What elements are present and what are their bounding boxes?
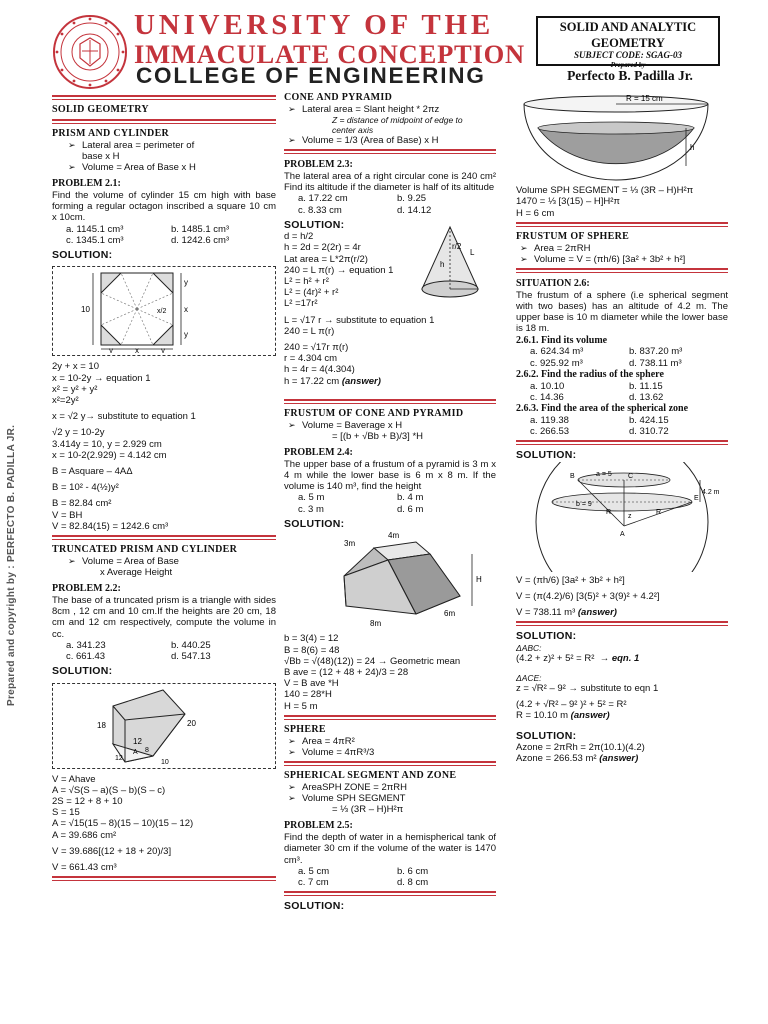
truncated-prism-figure	[52, 683, 276, 769]
solution-line: V = BH	[52, 509, 83, 521]
question: 2.6.2. Find the radius of the sphere	[516, 368, 664, 380]
answer-value: R = 10.10 m	[516, 710, 569, 722]
problem-text: Find the volume of cylinder 15 cm high with base forming a regular octagon inscribed a square 10 cm x 10cm.	[52, 190, 276, 224]
choice: b. 11.15	[629, 380, 663, 392]
divider	[52, 535, 276, 540]
solution-line: V = 39.686[(12 + 18 + 20)/3]	[52, 845, 172, 857]
divider	[284, 149, 496, 154]
solution-line: x = 10-2y → equation 1	[52, 372, 151, 384]
problem-title: PROBLEM 2.2:	[52, 583, 121, 595]
cone-diagram	[412, 223, 488, 303]
formula-note: center axis	[332, 125, 374, 136]
formula-bullet: ➢ Area = 2πRH	[516, 243, 728, 254]
sphere-label-b: b = 9	[576, 500, 592, 508]
solution-line: V = B ave *H	[284, 678, 339, 690]
formula-bullet: ➢ Area = 4πR²	[284, 736, 496, 747]
solution-line: z = √R² – 9² → substitute to eqn 1	[516, 683, 659, 695]
fig-label-x: x	[135, 346, 139, 354]
choice: a. 10.10	[530, 380, 565, 392]
hemisphere-tank-diagram	[516, 92, 728, 182]
formula-bullet: ➢ Volume = Area of Base x H	[52, 162, 276, 173]
choice: d. 6 m	[397, 503, 424, 515]
choice: c. 3 m	[298, 503, 324, 515]
sphere-label-E: E	[694, 494, 699, 502]
section-title: TRUNCATED PRISM AND CYLINDER	[52, 544, 238, 556]
frustum-label-H: H	[476, 575, 482, 585]
fig-label-10: 10	[161, 758, 169, 766]
choice: c. 266.53	[530, 426, 570, 438]
answer-tag: (answer)	[599, 753, 639, 765]
header	[0, 0, 768, 92]
solution-line: √2 y = 10-2y	[52, 427, 105, 439]
divider	[284, 399, 496, 404]
frustum-label-6m: 6m	[444, 609, 456, 619]
solution-line: d = h/2	[284, 231, 314, 243]
choice: b. 440.25	[171, 639, 211, 651]
sphere-label-R: R	[656, 508, 662, 516]
fig-label-18: 18	[97, 720, 106, 730]
solution-line: Volume SPH SEGMENT = ⅓ (3R – H)H²π	[516, 185, 694, 197]
fig-label-12: 12	[133, 736, 142, 746]
choice: c. 7 cm	[298, 877, 329, 889]
choice: a. 119.38	[530, 414, 569, 426]
fig-label-10: 10	[81, 305, 90, 315]
subject-code: SUBJECT CODE: SGAG-03	[573, 50, 683, 60]
school-name: IMMACULATE CONCEPTION	[134, 39, 525, 69]
formula-bullet: ➢ Volume = Baverage x H	[284, 420, 496, 431]
cone-label-L: L	[470, 247, 475, 257]
section-title: SPHERE	[284, 723, 326, 735]
solution-line: 240 = √17r π(r)	[284, 342, 349, 354]
sphere-label-A: A	[620, 530, 625, 538]
choices	[284, 492, 496, 514]
divider	[52, 876, 276, 881]
choice: b. 424.15	[629, 414, 669, 426]
solution-line: B = Asquare – 4AΔ	[52, 466, 133, 478]
tank-label-h: h	[690, 143, 695, 152]
question: 2.6.1. Find its volume	[516, 334, 608, 346]
choices	[52, 640, 276, 662]
solution-line: A = 39.686 cm²	[52, 829, 117, 841]
solution-line: 240 = L π(r) → equation 1	[284, 264, 394, 276]
fig-label-x: x	[184, 305, 188, 315]
side-copyright	[6, 96, 28, 716]
solution-line: 240 = L π(r)	[284, 325, 335, 337]
solution-line: V = (π(4.2)/6) [3(5)² + 3(9)² + 4.2²]	[516, 591, 660, 603]
solution-line: h = 4r = 4(4.304)	[284, 364, 355, 376]
divider	[284, 761, 496, 766]
fig-label-y: y	[109, 346, 113, 354]
cone-label-r2: r/2	[452, 241, 462, 251]
choices	[52, 224, 276, 246]
sphere-label-C: C	[628, 472, 634, 480]
choice: a. 341.23	[66, 639, 106, 651]
solution-line: V = (πh/6) [3a² + 3b² + h²]	[516, 574, 625, 586]
formula-bullet: ➢ Volume = 1/3 (Area of Base) x H	[284, 135, 496, 146]
fig-label-x2: x/2	[157, 308, 167, 316]
frustum-pyramid-diagram	[284, 530, 496, 630]
solution-line: Azone = 2πRh = 2π(10.1)(4.2)	[516, 742, 645, 754]
question: 2.6.3. Find the area of the spherical zone	[516, 403, 689, 415]
solution-label: SOLUTION:	[516, 630, 577, 643]
answer-tag: (answer)	[341, 375, 381, 387]
choice: d. 13.62	[629, 391, 664, 403]
choice: a. 624.34 m³	[530, 346, 584, 358]
solution-line: 1470 = ⅓ [3(15) – H]H²π	[516, 196, 620, 208]
university-name: UNIVERSITY OF THE	[134, 9, 495, 41]
solution-line: Lat area = L*2π(r/2)	[284, 253, 368, 265]
solution-line: x² = y² + y²	[52, 383, 98, 395]
fig-label-y: y	[161, 346, 165, 354]
triangle-label: ΔACE:	[516, 673, 542, 684]
answer-tag: (answer)	[577, 607, 617, 619]
answer-value: V = 738.11 m³	[516, 607, 576, 619]
divider	[516, 440, 728, 445]
solution-line: L² =17r²	[284, 298, 318, 310]
formula-bullet: ➢ Lateral area = Slant height * 2πz	[284, 104, 496, 115]
answer-tag: (answer)	[570, 710, 610, 722]
solution-line: L² = (4r)² + r²	[284, 287, 339, 299]
formula-continued: base x H	[82, 150, 120, 162]
choice: d. 547.13	[171, 651, 211, 663]
situation-title: SITUATION 2.6:	[516, 278, 590, 290]
frustum-label-8m: 8m	[370, 619, 382, 629]
solution-line: r = 4.304 cm	[284, 353, 338, 365]
choice: d. 8 cm	[397, 877, 429, 889]
solution-line: x = √2 y→ substitute to equation 1	[52, 411, 196, 423]
college-name: COLLEGE OF ENGINEERING	[136, 63, 486, 88]
solution-line: V = 82.84(15) = 1242.6 cm³	[52, 520, 169, 532]
solution-line: x = 10-2(2.929) = 4.142 cm	[52, 449, 167, 461]
solution-line: H = 6 cm	[516, 207, 555, 219]
choice: b. 837.20 m³	[629, 346, 683, 358]
answer-value: h = 17.22 cm	[284, 375, 340, 387]
problem-text: Find the depth of water in a hemispherical tank of diameter 30 cm if the volume of the water is 1470 cm³.	[284, 832, 496, 866]
solution-line: h = 2d = 2(2r) = 4r	[284, 242, 361, 254]
formula-continued: = [(b + √Bb + B)/3] *H	[332, 430, 424, 442]
choices	[516, 381, 728, 403]
solution-line: b = 3(4) = 12	[284, 633, 339, 645]
section-title: SOLID GEOMETRY	[52, 104, 149, 115]
choice: c. 661.43	[66, 651, 106, 663]
divider	[284, 891, 496, 896]
solution-line	[516, 607, 728, 618]
formula-bullet: ➢ Lateral area = perimeter of	[52, 140, 276, 151]
solution-line: 2y + x = 10	[52, 361, 100, 373]
equation: (4.2 + z)² + 5² = R²	[516, 652, 595, 664]
solution-line: B = 82.84 cm²	[52, 498, 112, 510]
section-title: FRUSTUM OF SPHERE	[516, 230, 630, 242]
choices	[284, 193, 496, 215]
solution-line: V = Ahave	[52, 773, 96, 785]
solution-line: L = √17 r → substitute to equation 1	[284, 314, 435, 326]
problem-text: The upper base of a frustum of a pyramid is 3 m x 4 m while the lower base is 6 m x 8 m. If the volume is 140 m³, find the height	[284, 458, 496, 493]
divider	[52, 95, 276, 100]
triangle-label: ΔABC:	[516, 642, 542, 653]
formula-note: Z = distance of midpoint of edge to	[332, 115, 463, 125]
solution-label: SOLUTION:	[284, 900, 345, 913]
choice: b. 1485.1 cm³	[171, 223, 230, 235]
formula-bullet: ➢ Volume = 4πR³/3	[284, 747, 496, 758]
choice: a. 5 cm	[298, 865, 330, 877]
formula-bullet: ➢ Volume = Area of Base	[52, 556, 276, 567]
side-copyright-text: Prepared and copyright by : PERFECTO B. PADILLA JR.	[6, 424, 17, 706]
section-title: FRUSTUM OF CONE AND PYRAMID	[284, 407, 464, 419]
section-title: SPHERICAL SEGMENT AND ZONE	[284, 770, 457, 782]
equation-tag: → eqn. 1	[599, 652, 640, 664]
divider	[284, 715, 496, 720]
solution-line: 2S = 12 + 8 + 10	[52, 796, 123, 808]
solution-line: (4.2 + √R² – 9² )² + 5² = R²	[516, 699, 627, 711]
sphere-label-h: 4.2 m	[702, 488, 720, 496]
solution-line: √Bb = √(48)(12)) = 24 → Geometric mean	[284, 655, 461, 667]
choice: b. 4 m	[397, 492, 424, 504]
author-name: Perfecto B. Padilla Jr.	[567, 68, 693, 83]
fig-label-20: 20	[187, 718, 196, 728]
solution-label: SOLUTION:	[284, 517, 345, 530]
frustum-label-3m: 3m	[344, 539, 356, 549]
problem-title: PROBLEM 2.4:	[284, 447, 353, 459]
solution-label: SOLUTION:	[52, 249, 113, 262]
formula-bullet: ➢ AreaSPH ZONE = 2πRH	[284, 782, 496, 793]
solution-line: x²=2y²	[52, 395, 79, 406]
course-box	[536, 16, 720, 66]
fig-label-8: 8	[145, 746, 149, 754]
octagon-diagram	[53, 267, 243, 353]
sphere-label-B: B	[570, 472, 575, 480]
fig-label-A: A	[133, 748, 138, 756]
choice: a. 5 m	[298, 492, 325, 504]
choice: d. 310.72	[629, 426, 669, 438]
divider	[516, 222, 728, 227]
section-title: PRISM AND CYLINDER	[52, 127, 170, 139]
section-title: CONE AND PYRAMID	[284, 92, 393, 103]
problem-text: The base of a truncated prism is a triangle with sides 8cm , 12 cm and 10 cm.If the heights are 20 cm, 18 cm and 12 cm respectively, compute the volume in cc.	[52, 595, 276, 640]
column-2	[284, 92, 496, 913]
answer-value: Azone = 266.53 m²	[516, 753, 597, 765]
formula-bullet: ➢ Volume = V = (πh/6) [3a² + 3b² + h²]	[516, 254, 728, 265]
solution-line	[516, 653, 728, 664]
divider	[52, 119, 276, 124]
cone-solution	[284, 219, 496, 387]
solution-line: H = 5 m	[284, 700, 318, 712]
frustum-label-4m: 4m	[388, 531, 400, 541]
solution-line	[516, 753, 728, 764]
sphere-label-a: a = 5	[596, 470, 612, 478]
problem-title: PROBLEM 2.3:	[284, 159, 353, 171]
column-3	[516, 92, 728, 764]
solution-line: A = √15(15 – 8)(15 – 10)(15 – 12)	[52, 818, 194, 830]
choice: d. 738.11 m³	[629, 357, 682, 369]
cone-label-h: h	[440, 259, 445, 269]
truncated-prism-diagram	[53, 684, 243, 766]
sphere-label-R: R	[606, 508, 612, 516]
formula-continued: x Average Height	[100, 567, 173, 579]
solution-line: V = 661.43 cm³	[52, 862, 117, 874]
choice: a. 17.22 cm	[298, 193, 348, 205]
solution-line: B = 10² - 4(½)y²	[52, 482, 119, 494]
fig-label-y: y	[184, 278, 188, 288]
course-title-line1: SOLID AND ANALYTIC	[559, 20, 697, 34]
sphere-frustum-diagram	[516, 462, 728, 572]
fig-label-12: 12	[115, 754, 123, 762]
choice: b. 6 cm	[397, 865, 429, 877]
choice: c. 1345.1 cm³	[66, 234, 124, 246]
formula-bullet: ➢ Volume SPH SEGMENT	[284, 793, 496, 804]
choices	[516, 346, 728, 368]
choice: d. 14.12	[397, 204, 432, 216]
sphere-label-z: z	[628, 512, 632, 520]
solution-label: SOLUTION:	[516, 729, 577, 742]
choice: b. 9.25	[397, 193, 427, 205]
tank-label-R: R = 15 cm	[626, 94, 663, 103]
solution-line	[284, 376, 496, 387]
formula-continued: = ⅓ (3R – H)H²π	[332, 804, 404, 816]
prepared-by: Prepared by	[610, 61, 646, 69]
solution-label: SOLUTION:	[516, 449, 577, 462]
solution-label: SOLUTION:	[52, 665, 113, 678]
octagon-figure	[52, 266, 276, 356]
solution-line: A = √S(S – a)(S – b)(S – c)	[52, 784, 166, 796]
solution-line: 3.414y = 10, y = 2.929 cm	[52, 438, 162, 450]
solution-line	[516, 710, 728, 721]
choices	[516, 415, 728, 437]
divider	[516, 268, 728, 273]
solution-label: SOLUTION:	[284, 218, 345, 231]
divider	[516, 621, 728, 626]
course-title-line2: GEOMETRY	[591, 36, 665, 50]
problem-text: The lateral area of a right circular cone is 240 cm² Find its altitude if the diameter is half of its altitude	[284, 171, 496, 194]
solution-line: 140 = 28*H	[284, 689, 332, 701]
solution-line: L² = h² + r²	[284, 276, 329, 288]
choices	[284, 866, 496, 888]
situation-text: The frustum of a sphere (i.e spherical segment with two bases) has an altitude of 4.2 m. The upper base is 10 m diameter while the lower base is 18 m.	[516, 289, 728, 335]
solution-line: B ave = (12 + 48 + 24)/3 = 28	[284, 667, 409, 679]
choice: a. 1145.1 cm³	[66, 223, 124, 235]
choice: d. 1242.6 cm³	[171, 234, 230, 246]
problem-title: PROBLEM 2.1:	[52, 178, 121, 190]
solution-line: S = 15	[52, 807, 80, 819]
problem-title: PROBLEM 2.5:	[284, 820, 353, 832]
choice: c. 14.36	[530, 391, 564, 403]
choice: c. 925.92 m³	[530, 357, 583, 369]
choice: c. 8.33 cm	[298, 204, 342, 216]
fig-label-y: y	[184, 330, 188, 340]
column-1	[52, 92, 276, 885]
solution-line: B = 8(6) = 48	[284, 644, 340, 656]
university-seal-icon	[52, 14, 128, 90]
